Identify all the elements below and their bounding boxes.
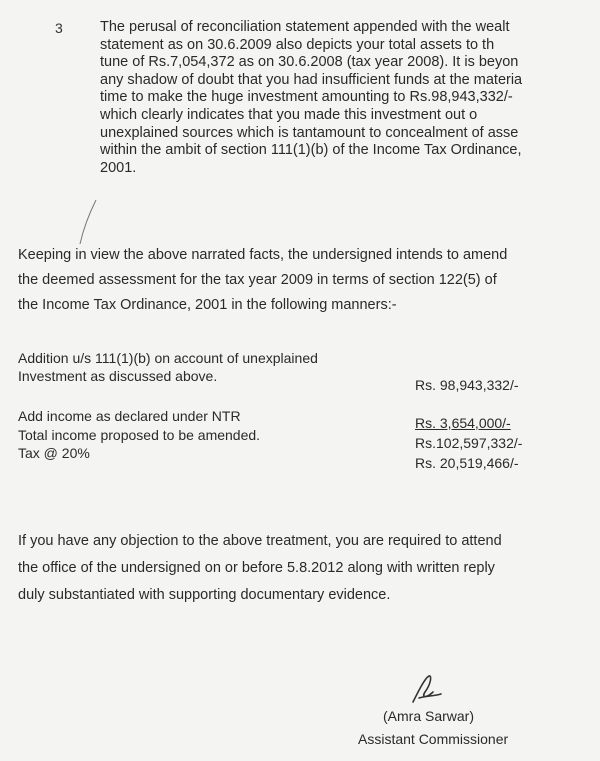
closing-line: duly substantiated with supporting documentary evidence. [18,587,391,603]
intro-paragraph [18,243,507,318]
paragraph-number: 3 [55,20,63,36]
declared-income-label: Add income as declared under NTR [18,408,241,424]
paragraph-line: within the ambit of section 111(1)(b) of the Income Tax Ordinance, [100,142,522,159]
intro-line: Keeping in view the above narrated facts, the undersigned intends to amend [18,247,508,263]
closing-line: the office of the undersigned on or before 5.8.2012 along with written reply [18,560,495,576]
total-income-value: Rs.102,597,332/- [415,435,523,451]
closing-line: If you have any objection to the above treatment, you are required to attend [18,533,502,549]
intro-line: the deemed assessment for the tax year 2009 in terms of section 122(5) of [18,272,497,288]
signatory-name: (Amra Sarwar) [383,708,475,724]
paragraph-line: time to make the huge investment amounting to Rs.98,943,332/- [100,89,513,106]
paragraph-line: tune of Rs.7,054,372 as on 30.6.2008 (tax year 2008). It is beyon [100,54,519,71]
tax-value: Rs. 20,519,466/- [415,455,519,471]
signature-icon [405,672,445,708]
tax-label: Tax @ 20% [18,445,90,461]
addition-label-line2: Investment as discussed above. [18,368,218,384]
paragraph-line: unexplained sources which is tantamount to concealment of asse [100,124,519,141]
addition-value: Rs. 98,943,332/- [415,377,519,393]
closing-paragraph [18,528,502,609]
paragraph-line: statement as on 30.6.2009 also depicts your total assets to th [100,36,495,53]
paragraph-3 [100,19,600,177]
paragraph-line: 2001. [100,159,137,176]
addition-label-line1: Addition u/s 111(1)(b) on account of unexplained [18,350,318,366]
declared-income-value: Rs. 3,654,000/- [415,415,511,431]
total-income-label: Total income proposed to be amended. [18,427,261,443]
intro-line: the Income Tax Ordinance, 2001 in the following manners:- [18,297,397,313]
paragraph-line: The perusal of reconciliation statement appended with the wealt [100,19,510,35]
signatory-title: Assistant Commissioner [358,731,509,747]
paragraph-line: which clearly indicates that you made this investment out o [100,106,478,123]
pen-mark-icon [78,198,100,246]
paragraph-line: any shadow of doubt that you had insufficient funds at the materia [100,71,523,88]
